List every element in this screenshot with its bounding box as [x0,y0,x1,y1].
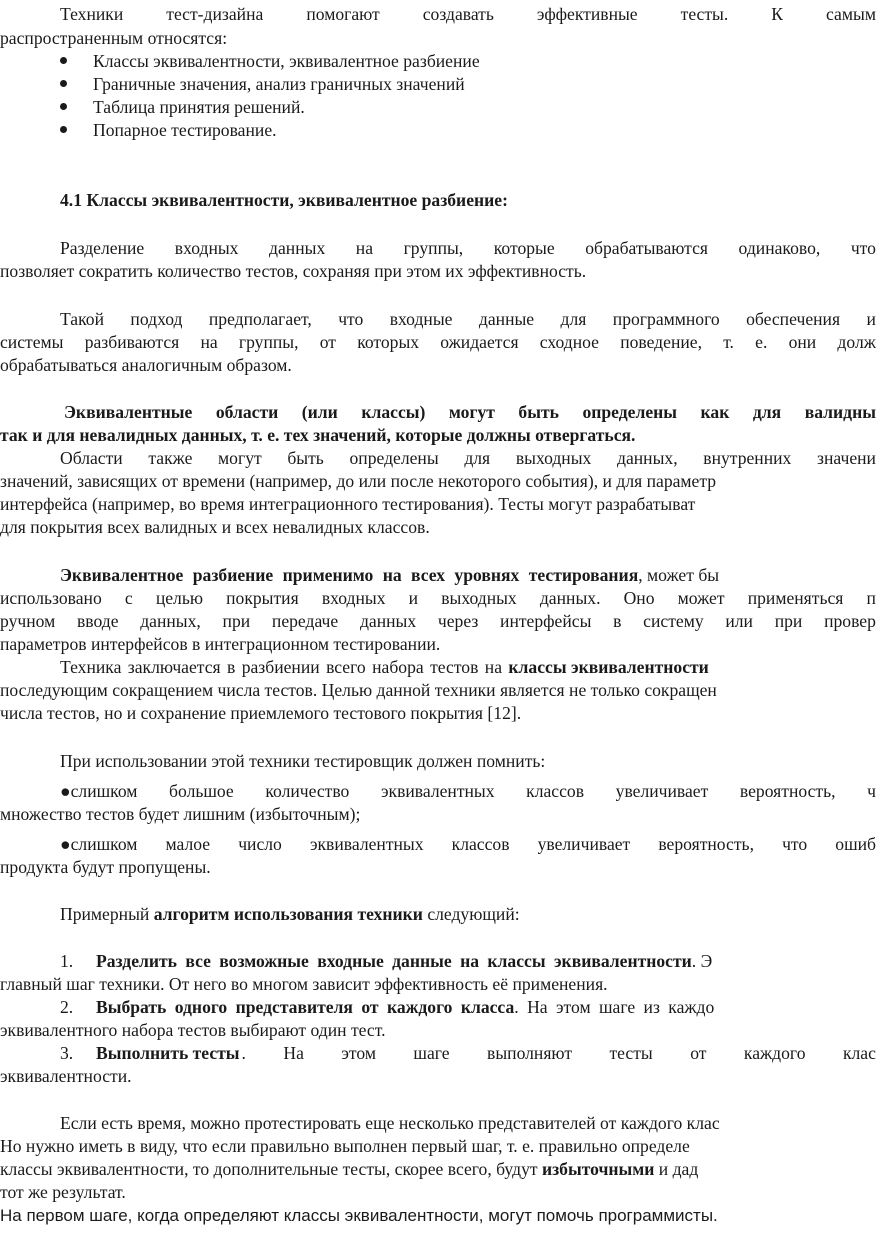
word: клас [842,1043,876,1063]
word: валидны [804,402,876,422]
word: которые [493,238,555,258]
word: данных, [617,448,678,468]
list-item [60,73,465,95]
word: также [148,448,193,468]
word: На [283,1043,304,1063]
p6-post: следующий: [422,904,520,924]
word: . [241,1043,246,1063]
step-2-line-1 [60,996,714,1018]
word: системы [0,332,64,352]
word: Разделение [60,238,145,258]
word: данных. [539,588,601,608]
word: тест-дизайна [166,4,264,24]
word: быть [518,402,559,422]
p4-bold-phrase: Эквивалентное разбиение применимо на всех уровнях тестирования [60,565,639,585]
word: каждого [743,1043,806,1063]
word: при [774,611,803,631]
word: данных [359,611,417,631]
p3-line-3 [60,447,876,469]
word: малое [165,834,211,854]
word: данных [269,238,326,258]
p3-bold-line-1 [64,401,876,423]
p1-line-2: позволяет сократить количество тестов, сохраняя при этом их эффективность. [0,261,587,281]
word: и [866,309,876,329]
word: т. [723,332,734,352]
step-number: 1. [60,951,74,971]
word: п [866,588,876,608]
p4-line-5-bold: классы эквивалентности [508,657,709,677]
word: количество [265,781,350,801]
word: для [560,309,587,329]
word: число [238,834,282,854]
word: Техники [60,4,124,24]
step-bold: Выбрать одного представителя от каждого класса [96,997,515,1017]
p5-bullet-2-line-1 [60,833,876,855]
p3-bold-line-2: так и для невалидных данных, т. е. тех значений, которые должны отвергаться. [0,425,636,445]
word: на [355,238,374,258]
bullet-icon [60,57,67,64]
word: этом [341,1043,376,1063]
p4-line-2 [0,587,876,609]
word: входные [389,309,453,329]
word: что [782,834,808,854]
word: которых [357,332,420,352]
word: быть [287,448,324,468]
word: одинаково, [738,238,821,258]
word: обеспечения [746,309,841,329]
word: классов [451,834,510,854]
word: вероятность, [658,834,754,854]
word: как [700,402,730,422]
word: эффективные [536,4,638,24]
word: разбиваются [84,332,180,352]
word: систему [643,611,704,631]
word: определены [349,448,439,468]
p6-pre: Примерный [60,904,154,924]
list-item-text: Таблица принятия решений. [93,97,305,117]
p6-line [60,903,520,925]
word: что [338,309,364,329]
p4-line-1 [60,564,719,586]
p5-line-1: При использовании этой техники тестировщик должен помнить: [60,751,546,771]
word: для [464,448,491,468]
word: тесты. [680,4,729,24]
word: выполняют [487,1043,573,1063]
list-item [60,96,305,118]
word: выходных [441,588,517,608]
p2-line-2 [0,331,876,353]
p4-line-5 [60,656,709,678]
p4-line-6: последующим сокращением числа тестов. Целью данной техники является не только сокращен [0,680,717,700]
word: помогают [306,4,380,24]
word: эквивалентных [309,834,424,854]
word: входных [174,238,239,258]
word: подход [130,309,183,329]
p3-line-4: значений, зависящих от времени (например, до или после некоторого события), и для параметр [0,471,717,491]
list-item [60,50,480,72]
p3-line-6: для покрытия всех валидных и всех невалидных классов. [0,517,430,537]
word: использовано [0,588,102,608]
step-3-line-2: эквивалентности. [0,1066,132,1086]
p7-line-3-bold: избыточными [541,1159,655,1179]
p7-line-3-post: и дад [654,1159,699,1179]
step-3-line-1 [60,1042,876,1064]
word: на [200,332,218,352]
word: через [437,611,479,631]
word: Эквивалентные [64,402,193,422]
word: и [408,588,419,608]
word: с [124,588,133,608]
word: увеличивает [615,781,709,801]
word: классы) [361,402,426,422]
word: могут [448,402,495,422]
word: шаге [413,1043,450,1063]
intro-line-2: распространенным относятся: [0,28,228,48]
p5-bullet-1-line-2: множество тестов будет лишним (избыточным); [0,804,361,824]
word: Области [60,448,123,468]
word: К [771,4,784,24]
step-number: 3. [60,1043,74,1063]
section-heading: 4.1 Классы эквивалентности, эквивалентное разбиение: [60,190,508,210]
bullet-icon [60,80,67,87]
p4-line-1-rest: , может бы [638,565,720,585]
word: тесты [609,1043,653,1063]
word: создавать [422,4,494,24]
p7-line-1: Если есть время, можно протестировать еще несколько представителей от каждого клас [60,1113,720,1133]
step-rest: . На этом шаге из каждо [514,997,715,1017]
word: обрабатываются [585,238,708,258]
list-item-text: Попарное тестирование. [93,120,277,140]
list-item [60,119,277,141]
word: внутренних [703,448,792,468]
word: при [222,611,251,631]
p5-bullet-1-line-1 [60,780,876,802]
word: от [690,1043,707,1063]
step-rest [242,1042,876,1064]
word: провер [824,611,876,631]
word: что [850,238,876,258]
word: самым [826,4,876,24]
p4-line-7: числа тестов, но и сохранение приемлемого тестового покрытия [12]. [0,703,522,723]
word: ошиб [835,834,876,854]
step-1-line-2: главный шаг техники. От него во многом зависит эффективность её применения. [0,974,608,994]
last-line: На первом шаге, когда определяют классы эквивалентности, могут помочь программисты. [0,1206,718,1225]
word: предполагает, [208,309,312,329]
word: значени [817,448,876,468]
word: программного [612,309,720,329]
p7-line-3-text: классы эквивалентности, то дополнительные тесты, скорее всего, будут [0,1159,542,1179]
word: эквивалентных [380,781,495,801]
p7-line-4: тот же результат. [0,1182,126,1202]
word: (или [301,402,338,422]
word: группы, [238,332,299,352]
word: передаче [271,611,339,631]
p2-line-3: обрабатываться аналогичным образом. [0,355,292,375]
step-number: 2. [60,997,74,1017]
step-bold: Разделить все возможные входные данные на классы эквивалентности [96,951,692,971]
word: вводе [76,611,119,631]
p7-line-2: Но нужно иметь в виду, что если правильно выполнен первый шаг, т. е. правильно определе [0,1136,690,1156]
word: покрытия [226,588,299,608]
intro-line-1 [60,3,876,25]
word: группы, [403,238,464,258]
word: интерфейсы [500,611,592,631]
word: для [752,402,782,422]
p5-bullet-2-line-2: продукта будут пропущены. [0,857,211,877]
word: ручном [0,611,56,631]
step-2-line-2: эквивалентного набора тестов выбирают один тест. [0,1020,386,1040]
word: входных [321,588,386,608]
word: данные [478,309,535,329]
word: или [725,611,753,631]
word: классов [526,781,585,801]
list-item-text: Классы эквивалентности, эквивалентное разбиение [93,51,480,71]
word: вероятность, [739,781,836,801]
word: от [319,332,336,352]
word: применяться [747,588,844,608]
word: ч [867,781,876,801]
word: е. [755,332,768,352]
word: целью [155,588,203,608]
word: ожидается [440,332,519,352]
word: поведение, [620,332,702,352]
p6-bold: алгоритм использования техники [153,904,423,924]
word: выходных [515,448,592,468]
list-item-text: Граничные значения, анализ граничных значений [93,74,465,94]
word: сходное [539,332,599,352]
step-rest: . Э [691,951,713,971]
word: данных, [140,611,201,631]
p7-line-3 [0,1158,698,1180]
step-1-line-1 [60,950,712,972]
word: может [677,588,725,608]
word: Оно [623,588,655,608]
word: ●слишком [60,834,138,854]
p2-line-1 [60,308,876,330]
word: определены [582,402,677,422]
word: они [788,332,817,352]
word: Такой [60,309,104,329]
p4-line-4: параметров интерфейсов в интеграционном тестировании. [0,634,441,654]
p4-line-3 [0,610,876,632]
p1-line-1 [60,237,876,259]
word: ●слишком [60,781,138,801]
step-bold: Выполнить тесты [96,1043,240,1063]
word: долж [837,332,876,352]
word: большое [169,781,234,801]
p3-line-5: интерфейса (например, во время интеграционного тестирования). Тесты могут разрабатыват [0,494,696,514]
p4-line-5-text: Техника заключается в разбиении всего набора тестов на [60,657,509,677]
word: увеличивает [537,834,631,854]
word: могут [218,448,262,468]
word: области [215,402,279,422]
bullet-icon [60,126,67,133]
bullet-icon [60,103,67,110]
word: в [613,611,622,631]
